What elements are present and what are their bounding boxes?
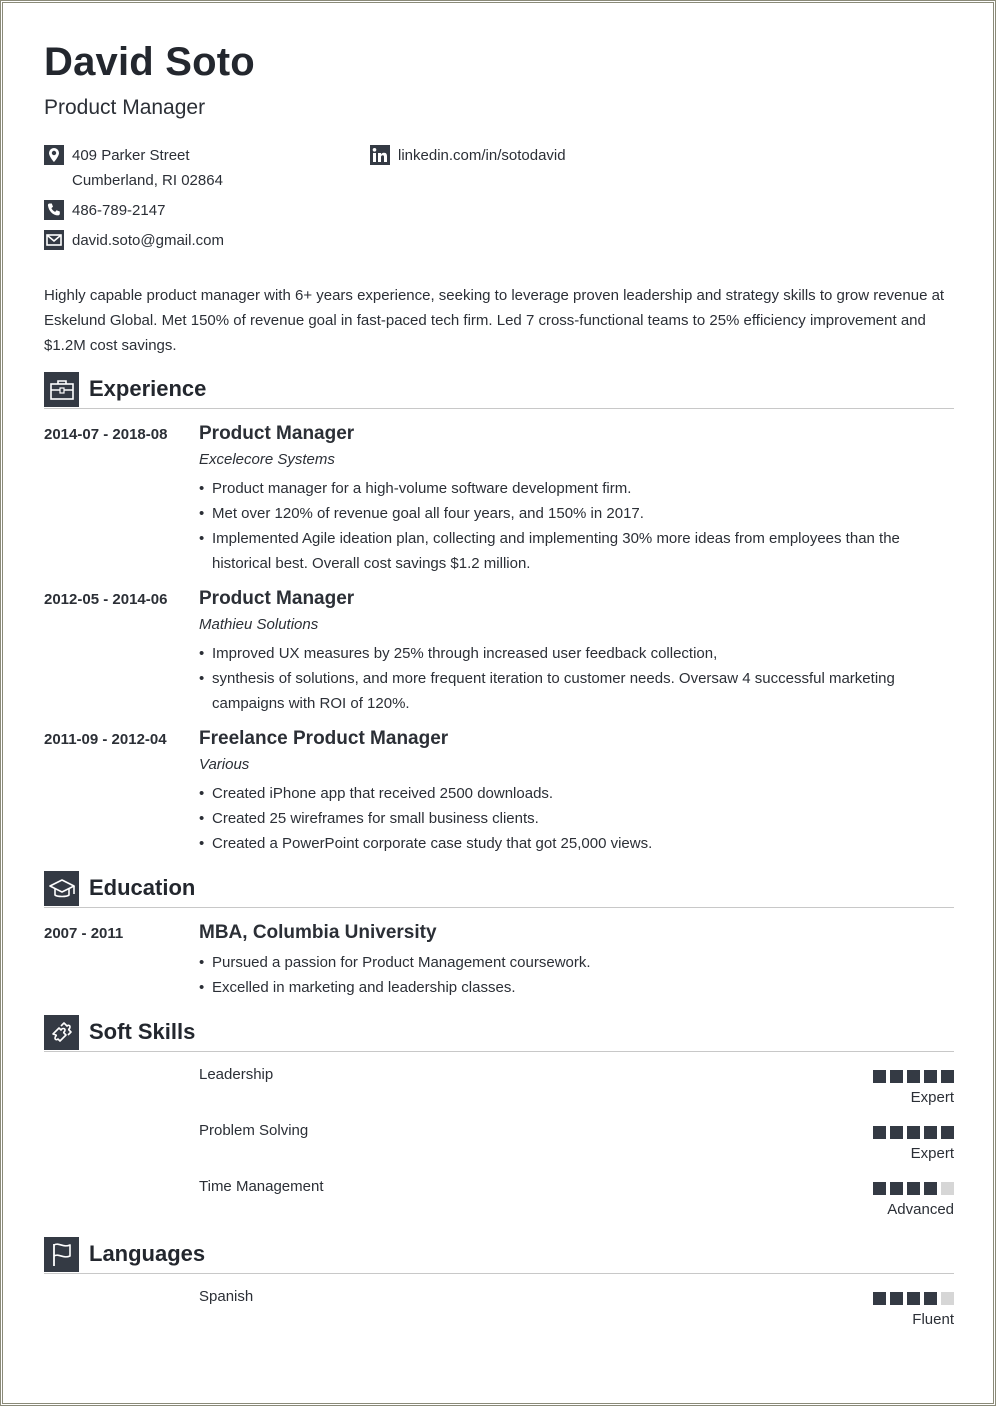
language-name: Spanish <box>199 1288 254 1305</box>
entry-title: Product Manager <box>199 423 355 444</box>
puzzle-piece-icon <box>44 1015 79 1050</box>
contact-linkedin[interactable] <box>370 143 670 168</box>
skill-rating <box>873 1182 954 1195</box>
rating-square-filled <box>924 1182 937 1195</box>
skill-row <box>44 1066 954 1116</box>
skill-name: Problem Solving <box>199 1122 309 1139</box>
section-title: Education <box>89 875 196 900</box>
rating-square-filled <box>907 1292 920 1305</box>
section-title: Languages <box>89 1241 206 1266</box>
email-address[interactable]: david.soto@gmail.com <box>72 232 224 249</box>
rating-square-filled <box>907 1126 920 1139</box>
skill-rating <box>873 1126 954 1139</box>
phone-icon <box>44 200 64 220</box>
entry-company: Excelecore Systems <box>199 451 335 468</box>
bullet-item: • Improved UX measures by 25% through increased user feedback collection, <box>199 641 954 666</box>
graduation-cap-icon <box>44 871 79 906</box>
rating-square-filled <box>924 1070 937 1083</box>
address-line-2: Cumberland, RI 02864 <box>72 172 223 189</box>
rating-square-filled <box>924 1126 937 1139</box>
entry-bullets <box>199 950 954 1000</box>
skill-name: Time Management <box>199 1178 324 1195</box>
entry-dates: 2007 - 2011 <box>44 925 124 942</box>
entry-company: Mathieu Solutions <box>199 616 319 633</box>
bullet-item: • Implemented Agile ideation plan, collecting and implementing 30% more ideas from employees than the historical best. Overall cost savings $1.2 million. <box>199 526 954 576</box>
bullet-item: • Created iPhone app that received 2500 downloads. <box>199 781 954 806</box>
bullet-item: • Created a PowerPoint corporate case study that got 25,000 views. <box>199 831 954 856</box>
entry-title: Product Manager <box>199 588 355 609</box>
section-title: Soft Skills <box>89 1019 196 1044</box>
entry-title: MBA, Columbia University <box>199 922 437 943</box>
entry-bullets <box>199 781 954 856</box>
rating-square-filled <box>873 1126 886 1139</box>
rating-square-filled <box>941 1126 954 1139</box>
profile-summary: Highly capable product manager with 6+ years experience, seeking to leverage proven leadership and strategy skills to grow revenue at Eskelund Global. Met 150% of revenue goal in fast-paced tech firm. Led 7 cross-functional teams to 25% efficiency improvement and $1.2M cost savings. <box>44 287 945 354</box>
linkedin-icon <box>370 145 390 165</box>
rating-square-filled <box>873 1292 886 1305</box>
skill-level: Expert <box>910 1089 954 1106</box>
candidate-name: David Soto <box>44 40 255 84</box>
entry-bullets <box>199 641 954 716</box>
rating-square-filled <box>890 1070 903 1083</box>
language-row <box>44 1288 954 1338</box>
entry-dates: 2014-07 - 2018-08 <box>44 426 168 443</box>
language-level: Fluent <box>912 1311 954 1328</box>
linkedin-url[interactable]: linkedin.com/in/sotodavid <box>398 147 566 164</box>
skill-row <box>44 1122 954 1172</box>
rating-square-empty <box>941 1182 954 1195</box>
section-title: Experience <box>89 376 207 401</box>
rating-square-filled <box>941 1070 954 1083</box>
bullet-item: • Pursued a passion for Product Management coursework. <box>199 950 954 975</box>
rating-square-filled <box>890 1126 903 1139</box>
section-languages <box>44 1237 954 1274</box>
skill-rating <box>873 1070 954 1083</box>
candidate-role: Product Manager <box>44 96 206 119</box>
entry-dates: 2012-05 - 2014-06 <box>44 591 168 608</box>
flag-icon <box>44 1237 79 1272</box>
bullet-item: • synthesis of solutions, and more frequent iteration to customer needs. Oversaw 4 successful marketing campaigns with ROI of 120%. <box>199 666 954 716</box>
section-education <box>44 871 954 908</box>
skill-level: Expert <box>910 1145 954 1162</box>
skill-name: Leadership <box>199 1066 274 1083</box>
rating-square-empty <box>941 1292 954 1305</box>
bullet-item: • Excelled in marketing and leadership classes. <box>199 975 954 1000</box>
entry-bullets <box>199 476 954 576</box>
contact-email[interactable] <box>44 228 344 253</box>
rating-square-filled <box>907 1070 920 1083</box>
entry-title: Freelance Product Manager <box>199 728 449 749</box>
entry-company: Various <box>199 756 250 773</box>
email-icon <box>44 230 64 250</box>
phone-number: 486-789-2147 <box>72 202 166 219</box>
rating-square-filled <box>924 1292 937 1305</box>
rating-square-filled <box>890 1292 903 1305</box>
bullet-item: • Created 25 wireframes for small business clients. <box>199 806 954 831</box>
skill-level: Advanced <box>887 1201 954 1218</box>
section-experience <box>44 372 954 409</box>
rating-square-filled <box>907 1182 920 1195</box>
language-rating <box>873 1292 954 1305</box>
location-pin-icon <box>44 145 64 165</box>
section-soft-skills <box>44 1015 954 1052</box>
skill-row <box>44 1178 954 1228</box>
entry-dates: 2011-09 - 2012-04 <box>44 731 167 748</box>
contact-address <box>44 143 364 193</box>
briefcase-icon <box>44 372 79 407</box>
address-line-1: 409 Parker Street <box>72 147 190 164</box>
rating-square-filled <box>873 1182 886 1195</box>
bullet-item: • Product manager for a high-volume software development firm. <box>199 476 954 501</box>
rating-square-filled <box>873 1070 886 1083</box>
contact-phone <box>44 198 344 223</box>
bullet-item: • Met over 120% of revenue goal all four years, and 150% in 2017. <box>199 501 954 526</box>
rating-square-filled <box>890 1182 903 1195</box>
